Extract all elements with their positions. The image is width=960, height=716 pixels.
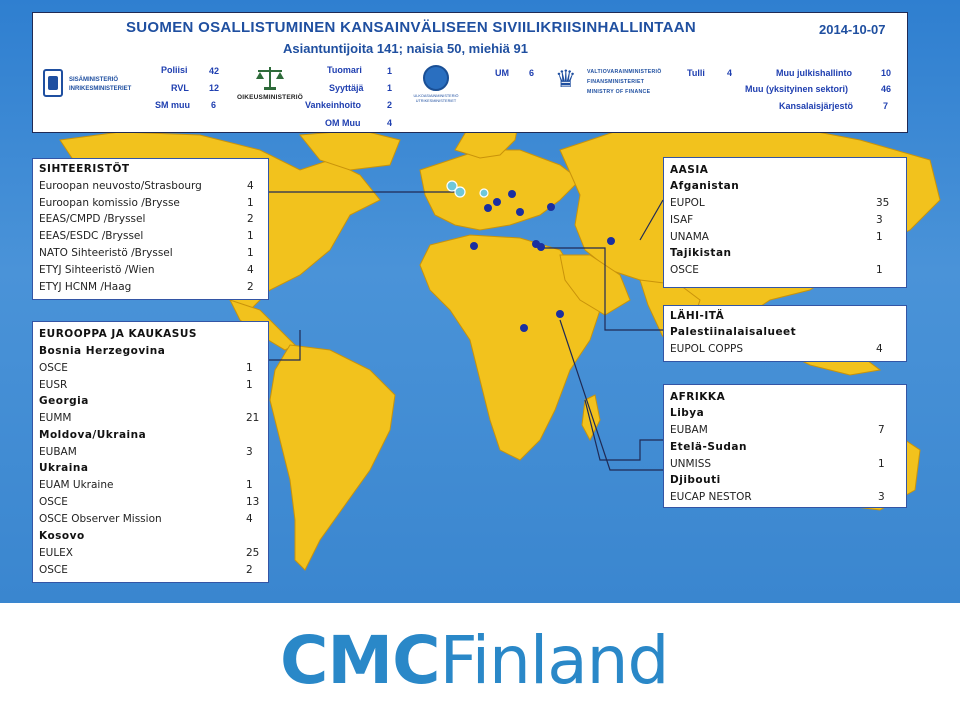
stat-label-sm-muu: SM muu (155, 100, 190, 110)
item-label: Euroopan neuvosto/Strasbourg (39, 180, 202, 192)
logo-line: UTRIKESMINISTERIET (415, 99, 457, 103)
stat-label-poliisi: Poliisi (161, 65, 188, 75)
stat-value-tuomari: 1 (387, 66, 393, 76)
marker-secretariat-3 (480, 189, 488, 197)
stat-label-um: UM (495, 68, 509, 78)
stat-value-vankeinhoito: 2 (387, 100, 393, 110)
panel-title: SIHTEERISTÖT (39, 163, 130, 175)
item-value: 2 (247, 281, 254, 293)
stat-value-rvl: 12 (209, 83, 220, 93)
country-label: Djibouti (670, 474, 721, 486)
marker-secretariat-2 (455, 187, 465, 197)
mission-value: 13 (246, 496, 260, 508)
mission-label: EUPOL (670, 197, 705, 209)
stat-value-syyttaja: 1 (387, 83, 393, 93)
country-label: Afganistan (670, 180, 740, 192)
stat-label-muu-yksityinen: Muu (yksityinen sektori) (745, 84, 849, 94)
country-label: Tajikistan (670, 247, 732, 259)
stat-value-sm-muu: 6 (211, 100, 217, 110)
country-label: Palestiinalaisalueet (670, 326, 797, 338)
country-label: Georgia (39, 395, 89, 407)
crest-icon (423, 65, 449, 91)
marker-mission-south-sudan (520, 324, 528, 332)
mission-value: 1 (878, 458, 885, 470)
mission-value: 25 (246, 547, 260, 559)
stat-label-tulli: Tulli (687, 68, 705, 78)
logo-line: SISÄMINISTERIÖ (69, 77, 119, 83)
mission-label: ISAF (670, 214, 694, 226)
marker-mission-moldova (508, 190, 516, 198)
ulkoasiainministerio-logo (401, 63, 471, 105)
mission-label: EULEX (39, 547, 73, 559)
asia-panel (663, 157, 907, 288)
mission-label: EUMM (39, 412, 72, 424)
mission-value: 21 (246, 412, 260, 424)
stat-value-muu-yksityinen: 46 (881, 84, 892, 94)
marker-mission-ukraine (493, 198, 501, 206)
marker-mission-kosovo (484, 204, 492, 212)
stat-label-syyttaja: Syyttäjä (329, 83, 364, 93)
country-label: Etelä-Sudan (670, 441, 747, 453)
stat-value-poliisi: 42 (209, 66, 220, 76)
mission-value: 4 (876, 343, 883, 355)
footer (0, 603, 960, 716)
lion-crest-icon: ♛ (555, 66, 577, 93)
logo-line: MINISTRY OF FINANCE (587, 89, 651, 95)
marker-mission-georgia (547, 203, 555, 211)
ministry-emblem-icon (43, 69, 63, 97)
stat-label-muu-julkishallinto: Muu julkishallinto (776, 68, 852, 78)
item-label: EEAS/CMPD /Bryssel (39, 213, 146, 225)
mission-value: 1 (246, 479, 253, 491)
panel-title: LÄHI-ITÄ (670, 310, 725, 322)
stat-label-kansalaisjarjesto: Kansalaisjärjestö (779, 101, 854, 111)
mission-value: 3 (876, 214, 883, 226)
stat-value-tulli: 4 (727, 68, 733, 78)
logo-line: FINANSMINISTERIET (587, 79, 645, 85)
mission-label: OSCE (39, 362, 68, 374)
mission-label: EUCAP NESTOR (670, 491, 752, 503)
mission-label: EUBAM (670, 424, 708, 436)
country-label: Ukraina (39, 462, 89, 474)
brand-light: Finland (439, 622, 669, 699)
mission-label: OSCE (39, 564, 68, 576)
item-label: ETYJ Sihteeristö /Wien (39, 264, 155, 276)
mission-label: UNMISS (670, 458, 712, 470)
valtiovarainministerio-logo (555, 65, 695, 105)
mission-label: EUPOL COPPS (670, 343, 744, 355)
mission-label: UNAMA (670, 231, 709, 243)
header-panel (32, 12, 908, 133)
stat-value-muu-julkishallinto: 10 (881, 68, 892, 78)
country-label: Libya (670, 407, 705, 419)
marker-mission-afghanistan (607, 237, 615, 245)
mission-value: 1 (246, 379, 253, 391)
panel-title: AASIA (670, 164, 709, 176)
scales-of-justice-icon (254, 65, 286, 91)
brand-bold: CMC (280, 622, 440, 699)
mission-value: 7 (878, 424, 885, 436)
middle-east-panel (663, 305, 907, 362)
stat-label-tuomari: Tuomari (327, 65, 362, 75)
item-label: EEAS/ESDC /Bryssel (39, 230, 144, 242)
stat-label-rvl: RVL (171, 83, 189, 93)
mission-value: 3 (878, 491, 885, 503)
expert-count-summary: Asiantuntijoita 141; naisia 50, miehiä 91 (283, 41, 528, 56)
item-label: Euroopan komissio /Brysse (39, 197, 180, 209)
mission-value: 1 (876, 264, 883, 276)
logo-line: OIKEUSMINISTERIÖ (236, 94, 304, 101)
sisaministerio-logo (39, 65, 139, 105)
land-south-america (270, 345, 395, 570)
stat-value-kansalaisjarjesto: 7 (883, 101, 889, 111)
mission-label: OSCE (670, 264, 699, 276)
marker-mission-djibouti (556, 310, 564, 318)
marker-mission-palestine-2 (537, 243, 545, 251)
mission-label: EUBAM (39, 446, 77, 458)
mission-label: EUAM Ukraine (39, 479, 114, 491)
stat-value-om-muu: 4 (387, 118, 393, 128)
country-label: Bosnia Herzegovina (39, 345, 166, 357)
mission-label: OSCE (39, 496, 68, 508)
mission-value: 1 (246, 362, 253, 374)
panel-title: AFRIKKA (670, 391, 726, 403)
mission-value: 4 (246, 513, 253, 525)
item-value: 1 (247, 197, 254, 209)
item-label: NATO Sihteeristö /Bryssel (39, 247, 173, 259)
oikeusministerio-logo (234, 63, 306, 107)
mission-label: OSCE Observer Mission (39, 513, 162, 525)
mission-value: 35 (876, 197, 890, 209)
mission-label: EUSR (39, 379, 68, 391)
item-value: 1 (247, 247, 254, 259)
item-label: ETYJ HCNM /Haag (39, 281, 132, 293)
europe-caucasus-panel (32, 321, 269, 583)
stat-value-um: 6 (529, 68, 535, 78)
secretariats-panel (32, 158, 269, 300)
country-label: Kosovo (39, 530, 85, 542)
page-title: SUOMEN OSALLISTUMINEN KANSAINVÄLISEEN SIVIILIKRIISINHALLINTAAN (126, 19, 697, 36)
stat-label-om-muu: OM Muu (325, 118, 361, 128)
country-label: Moldova/Ukraina (39, 429, 147, 441)
marker-mission-libya (470, 242, 478, 250)
logo-line: ULKOASIAINMINISTERIÖ (413, 94, 459, 98)
panel-title: EUROOPPA JA KAUKASUS (39, 328, 197, 340)
item-value: 4 (247, 180, 254, 192)
report-date: 2014-10-07 (819, 22, 886, 37)
land-greenland (300, 130, 400, 170)
mission-value: 2 (246, 564, 253, 576)
cmc-finland-logo (280, 621, 668, 701)
item-value: 2 (247, 213, 254, 225)
item-value: 4 (247, 264, 254, 276)
logo-line: VALTIOVARAINMINISTERIÖ (587, 69, 662, 75)
stat-label-vankeinhoito: Vankeinhoito (305, 100, 362, 110)
item-value: 1 (247, 230, 254, 242)
land-madagascar (582, 395, 600, 440)
marker-mission-bosnia (516, 208, 524, 216)
land-europe (420, 150, 580, 230)
africa-panel (663, 384, 907, 508)
mission-value: 3 (246, 446, 253, 458)
logo-line: INRIKESMINISTERIET (69, 86, 132, 92)
mission-value: 1 (876, 231, 883, 243)
